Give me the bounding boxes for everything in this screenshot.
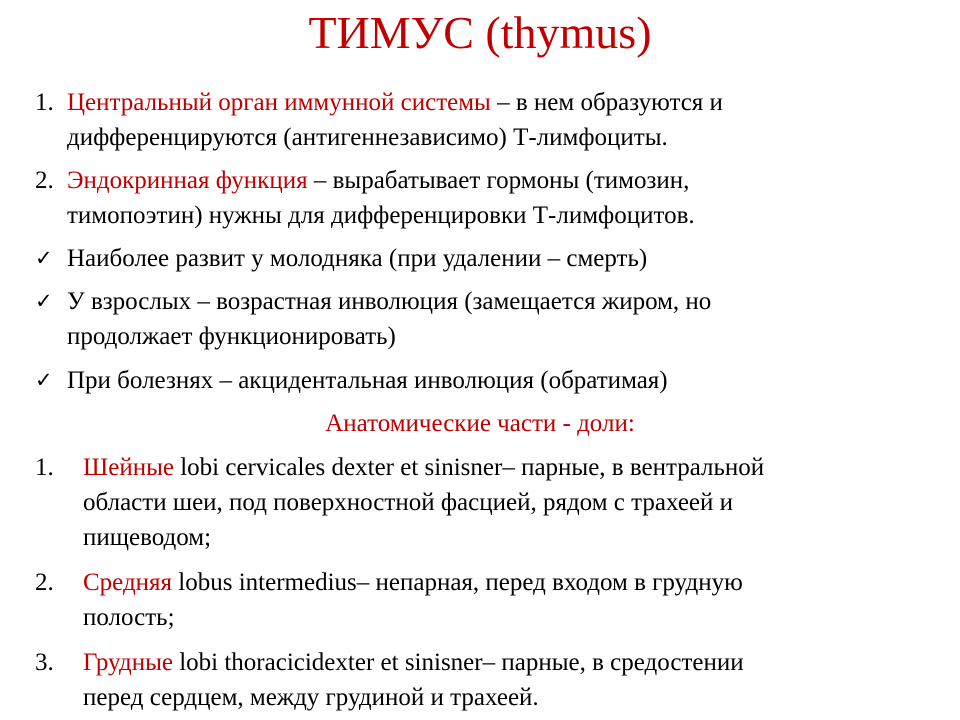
check-item-3 — [35, 363, 935, 398]
part-item-3 — [35, 645, 940, 715]
check-item-1-text: Наиболее развит у молодняка (при удалении – смерть) — [67, 245, 648, 272]
part-item-1 — [35, 450, 940, 555]
check-item-1 — [35, 241, 935, 276]
function-item-2 — [35, 163, 935, 233]
check-item-2-text: У взрослых – возрастная инволюция (замещается жиром, но — [67, 288, 712, 315]
part-item-2-term: Средняя — [83, 569, 173, 596]
slide-title: ТИМУС (thymus) — [308, 7, 652, 58]
check-mark-icon: ✓ — [35, 246, 53, 270]
function-item-2-text-cont: тимопоэтин) нужны для дифференцировки Т-лимфоцитов. — [67, 202, 695, 229]
function-item-1 — [35, 85, 935, 155]
part-item-1-text-cont2: пищеводом; — [83, 524, 212, 551]
function-item-2-text: – вырабатывает гормоны (тимозин, — [307, 167, 690, 194]
anatomy-subheading: Анатомические части - доли: — [325, 410, 635, 437]
part-item-3-number: 3. — [35, 649, 54, 676]
function-item-1-number: 1. — [35, 89, 54, 116]
part-item-1-term: Шейные — [83, 454, 174, 481]
part-item-2-text: lobus intermedius– непарная, перед входом в грудную — [172, 569, 743, 596]
part-item-1-text-cont: области шеи, под поверхностной фасцией, рядом с трахеей и — [83, 489, 734, 516]
part-item-1-text: lobi cervicales dexter et sinisner– парные, в вентральной — [173, 454, 765, 481]
part-item-2 — [35, 565, 940, 635]
check-item-2-text-cont: продолжает функционировать) — [67, 323, 396, 350]
check-item-3-text: При болезнях – акцидентальная инволюция (обратимая) — [67, 367, 668, 394]
function-item-1-text-cont: дифференцируются (антигеннезависимо) Т-лимфоциты. — [67, 124, 668, 151]
function-item-2-term: Эндокринная функция — [67, 167, 308, 194]
part-item-3-text-cont: перед сердцем, между грудиной и трахеей. — [83, 684, 539, 711]
part-item-2-text-cont: полость; — [83, 604, 175, 631]
function-item-1-term: Центральный орган иммунной системы — [67, 89, 491, 116]
function-item-1-text: – в нем образуются и — [490, 89, 723, 116]
part-item-3-text: lobi thoracicidexter et sinisner– парные, в средостении — [172, 649, 744, 676]
part-item-2-number: 2. — [35, 569, 54, 596]
check-item-2 — [35, 284, 935, 354]
part-item-1-number: 1. — [35, 454, 54, 481]
check-mark-icon: ✓ — [35, 289, 53, 313]
function-item-2-number: 2. — [35, 167, 54, 194]
part-item-3-term: Грудные — [83, 649, 173, 676]
check-mark-icon: ✓ — [35, 368, 53, 392]
